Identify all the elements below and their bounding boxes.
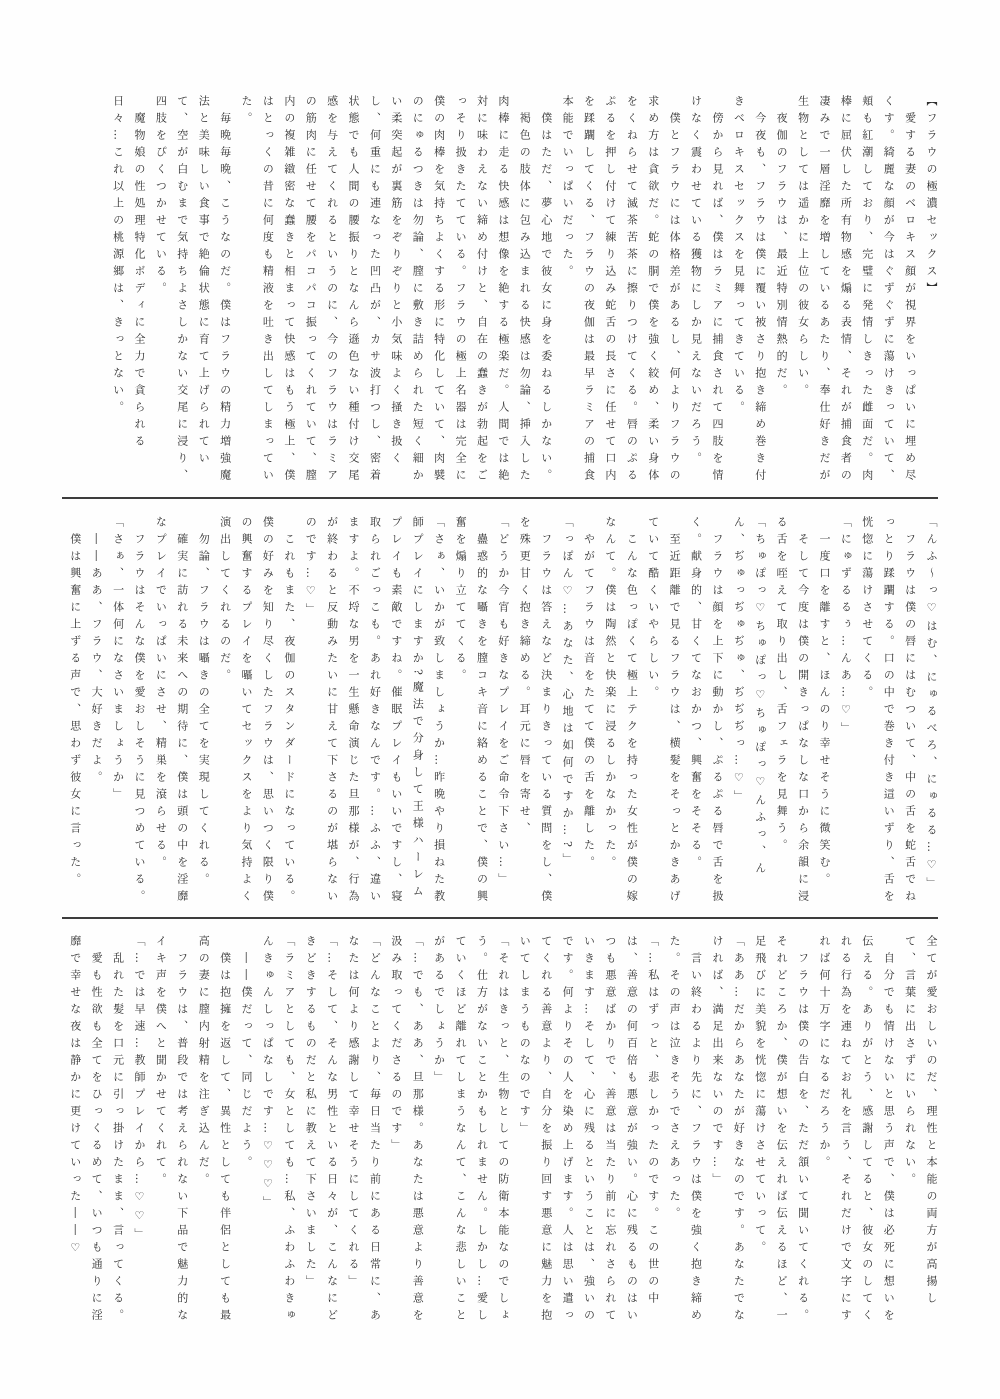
paragraph: 「ああ…だからあなたが好きなのです。あなたでなければ、満足出来ないのです…」 (710, 935, 746, 1326)
paragraph: 毎晩毎晩、こうなのだ。僕はフラウの精力増強魔法と美味しい食事で絶倫状態に育て上げられていて、空が白むまで気持ちよさしかない交尾に浸り、四肢をぴくつかせている。 (154, 95, 232, 486)
paragraph: 魔物娘の性処理特化ボディに全力で貪られる日々…これ以上の桃源郷は、きっとない。 (111, 95, 146, 452)
paragraph: 「ちゅぽっ♡ちゅぽっ♡ちゅぽっ♡んふっ、んん、ぢゅっぢゅぢゅ、ぢぢぢっ…♡」 (732, 516, 767, 879)
paragraph: 「どんなことより、毎日当たり前にある日常に、あなたは何より感謝して幸せそうにしてくれる」 (347, 935, 382, 1326)
paragraph: 「…では早速…教師プレイから…♡♡」 (132, 935, 146, 1245)
vertical-text-block-top (58, 95, 942, 487)
paragraph: 至近距離で見るフラウは、横髪をそっとかきあげていて酷くいやらしい。 (646, 516, 682, 907)
paragraph: 「それはきっと、生物としての防衛本能なのでしょう。仕方がないことかもしれません。しかし…愛していくほど離れてしまうなんて、こんな悲しいことがあるでしょうか」 (432, 935, 510, 1326)
paragraph: やがてフラウは音をたてて僕の舌を離した。 (582, 533, 596, 873)
paragraph: 今夜も、フラウは僕に覆い被さり抱き締め巻き付きベロキスセックスを見舞ってきている。 (732, 95, 767, 486)
paragraph: 「にゅずるるぅ…んあ…♡」 (839, 516, 853, 739)
paragraph: 一度口を離すと、ほんのり幸せそうに微笑む。 (817, 533, 831, 890)
paragraph: 僕は抱擁を返して、異性としても伴侶としても最高の妻に膣内射精を注ぎ込んだ。 (197, 935, 232, 1326)
paragraph: 僕とフラウには体格差があるし、何よりフラウの求め方は貪欲だ。蛇の胴で僕を強く絞め、柔い身体をくねらせて滅茶苦茶に擦りつけてくる。唇のぷるぷるを押し付けて練り込み蛇舌の長さに任せて口内を蹂躙してくる、フラウの夜伽は最早ラミアの捕食本能でいっぱいだった。 (561, 95, 682, 486)
paragraph: 傍から見れば、僕はラミアに捕食されて四肢を情けなく震わせている獲物にしか見えないだろう。 (689, 95, 724, 486)
paragraph: 「さぁ、一体何になさいましょうか」 (111, 516, 125, 805)
paragraph: 「さぁ、いかが致しましょうか…昨晩やり損ねた教師プレイにしますか?魔法で分身して王様ハーレムプレイも素敵ですね。催眠プレイもいいですし、寝取られごっこも。あれ好きなんです。…ふふ、違いますよ。不埒な男を一生懸命演じた旦那様が、行為が終わると反動みたいに甘えて下さるのが堪らないのです…♡」 (304, 516, 446, 907)
section-divider (62, 917, 938, 919)
page-title: 【フラウの極濃セックス】 (925, 95, 938, 299)
paragraph: ――ああ、フラウ、大好きだよ。 (90, 533, 104, 788)
vertical-text-block-middle (58, 516, 942, 908)
paragraph: 言い終わるより先に、フラウは僕を強く抱き締めた。その声は泣きそうでさえあった。 (668, 935, 703, 1326)
paragraph: 僕はただ、夢心地で彼女に身を委ねるしかない。 (539, 112, 553, 486)
paragraph: フラウは、普段では考えられない下品で魅力的なイキ声を僕へと聞かせてくれて。 (154, 935, 189, 1326)
section-divider (62, 497, 938, 499)
paragraph: そして今度は僕の開きっぱなしな口から余韻に浸る舌を咥えて取り出し、舌フェラを見舞う。 (775, 516, 810, 907)
paragraph: フラウは答えなど決まりきっている質問をし、僕を殊更甘く抱き締める。耳元に唇を寄せ、 (518, 516, 553, 907)
paragraph: 勿論、フラウは囁きの全てを実現してくれる。 (197, 533, 211, 890)
paragraph: 「…私はずっと、悲しかったのです。この世の中は、善意の何百倍も悪意が強い。心に残るものはいつも悪意ばかりで、善意は当たり前に忘れさられていきます…そして、心に残るということは、強いのです。何よりその人を染め上げます。人は思い遣ってくれる善意より、自分を振り回す悪意に魅力を抱いてしまうものなのです」 (518, 935, 660, 1326)
paragraph: 確実に訪れる未来への期待に、僕は頭の中を淫靡なプレイでいっぱいにさせ、精巣を滾らせる。 (154, 516, 189, 907)
paragraph: 「ラミアとしても、女としても…私、ふわふわきゅんきゅんしっぱなしです…♡♡♡」 (261, 935, 296, 1326)
paragraph: これもまた、夜伽のスタンダードになっている。僕の好みを知り尽くしたフラウは、思いつく限り僕の興奮するプレイを囁いてセックスをより気持よく演出してくれるのだ。 (218, 516, 296, 907)
paragraph: こんな色っぽくて極上テクを持った女性が僕の嫁なんて。僕は陶然と快楽に浸るしかなかった。 (603, 516, 639, 907)
paragraph: 僕は興奮に上ずる声で、思わず彼女に言った。 (68, 533, 82, 890)
paragraph: 全てが愛おしいのだ、理性と本能の両方が高揚して、言葉に出さずにいられない。 (903, 935, 938, 1309)
paragraph: 乱れた髪を口元に引っ掛けたまま、言ってくる。 (111, 952, 125, 1326)
paragraph: 「…でも、ああ、旦那様。あなたは悪意より善意を汲み取ってくださるのです」 (389, 935, 425, 1326)
paragraph: 「んふ〜っ♡はむ、にゅるべろ、にゅるる…♡」 (925, 516, 938, 894)
paragraph: 自分でも情けないと思う声で、僕は必死に想いを伝える。ありがとう、感謝してると、彼女のしてくれる行為を連ねてお礼を言う、それだけで文字にすれば何十万字になるだろうか。 (817, 935, 896, 1326)
paragraph: 愛する妻のベロキス顔が視界をいっぱいに埋め尽くす。綺麗な顔が今はぐずぐずに蕩けきっていて、頬も紅潮しており、完璧に発情しきった雌面だ。肉棒に屈伏した所有物感を煽る表情、それが捕食者の凄みで一層淫靡を増しているあたり、奉仕好きだが生物としては遥かに上位の彼女らしい。 (796, 95, 917, 486)
paragraph: フラウは僕の唇にはむついて、中の舌を蛇舌でねっとり蹂躙する。口の中で巻き付き這いずり、舌を恍惚に蕩けさせてくる。 (860, 516, 917, 907)
paragraph: 「どうか今宵も好きなプレイをご命令下さい…」 (496, 516, 510, 890)
vertical-text-block-bottom (58, 935, 942, 1327)
paragraph: フラウは僕の告白を、ただ頷いて聞いてくれる。それどころか、僕が想いを伝えれば伝えるほど、一足飛びに美貌を恍惚に蕩けさせていって。 (753, 935, 810, 1326)
paragraph: フラウは顔を上下に動かし、ぷるぷる唇で舌を扱く。献身的、甘くてなおかつ、興奮をそそる。 (689, 516, 724, 907)
paragraph: 「っぽん♡…あなた、心地は如何ですか…?」 (561, 516, 575, 870)
paragraph: ――僕だって、同じだよう。 (240, 952, 253, 1173)
paragraph: 「…そして、そんな男性といる日々が、こんなにどきどきするものだと私に教えて下さいました」 (304, 935, 339, 1326)
paragraph: 褐色の肢体に包み込まれる快感は勿論、挿入した肉棒に走る快感は想像を絶する極楽だ。人間では絶対に味わえない締め付けと、自在の蠢きが勃起をごっそり扱きたてている。フラウの極上名器は完全に僕の肉棒を気持ちよくする形に特化していて、肉襞のにゅるつきは勿論、膣に敷き詰められた短く細かい柔突起が裏筋をぞりぞりと小気味よく掻き扱くし、何重にも連なった凹凸が、カサ波打つし、密着状態でも人間の腰振りとなんら遜色ない種付け交尾感を与えてくれるというのに、今のフラウはラミアの筋肉に任せて腰をパコパコ振ってくれていて、膣内の複雑緻密な蠢きと相まって快感はもう極上、僕はとっくの昔に何度も精液を吐き出してしまっていた。 (240, 95, 532, 486)
paragraph: 愛も性欲も全てをひっくるめて、いつも通りに淫靡で幸せな夜は静かに更けていった――♡ (68, 935, 104, 1326)
paragraph: 夜伽のフラウは、最近特別情熱的だ。 (775, 112, 789, 401)
paragraph: フラウはそんな僕を愛おしそうに見つめている。 (132, 533, 146, 907)
paragraph: 蠱惑的な囁きを膣コキ音に絡めることで、僕の興奮を煽り立ててくる。 (454, 516, 489, 907)
